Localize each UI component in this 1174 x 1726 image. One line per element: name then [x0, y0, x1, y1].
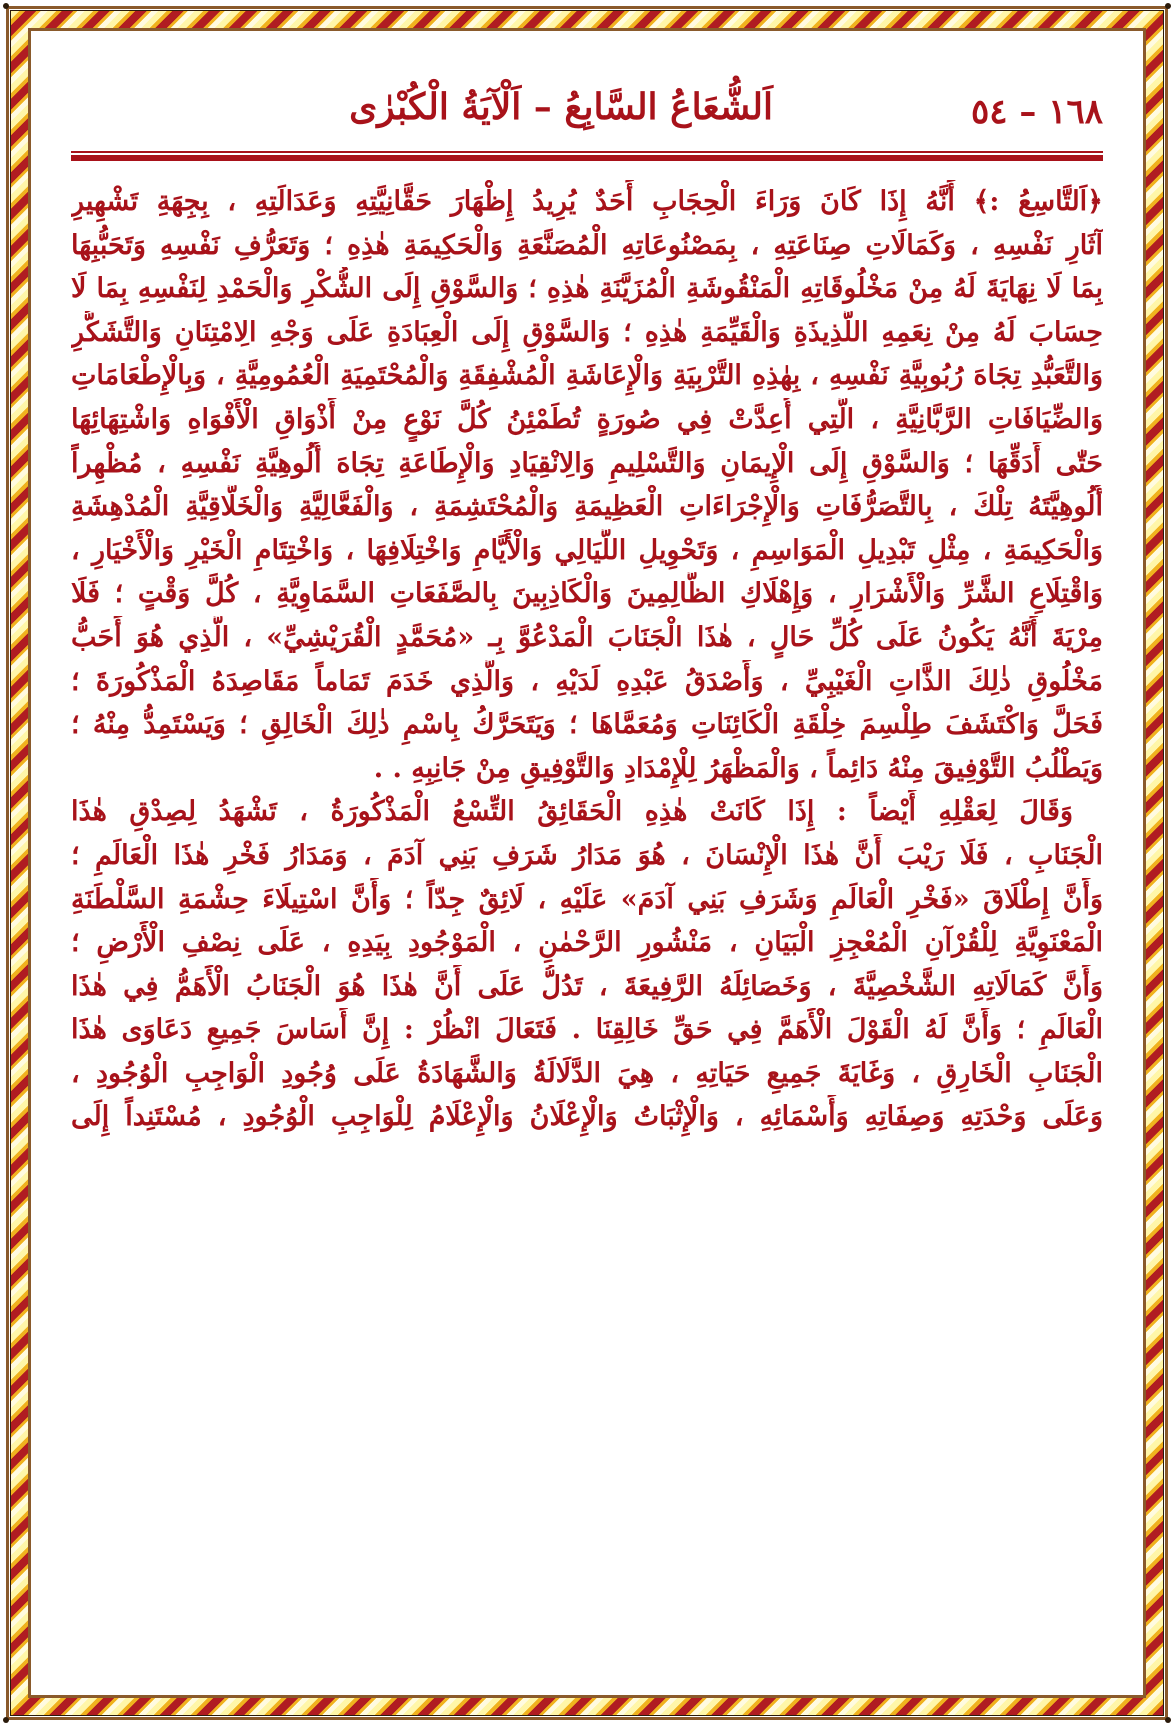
text-line: وَالْحَكِيمَةِ ، مِثْلِ تَبْدِيلِ الْمَوَاسِمِ ، وَتَحْوِيلِ اللَّيَالِي وَالْأَيَّامِ وَاخْتِلَافِهَا ، وَاخْتِتَامِ الْخَيْرِ وَالْأَخْيَارِ ،: [71, 534, 1103, 566]
text-line: حِسَابَ لَهُ مِنْ نِعَمِهِ اللَّذِيذَةِ وَالْقَيِّمَةِ هٰذِهِ ؛ وَالسَّوْقِ إِلَى الْعِبَادَةِ عَلَى وَجْهِ الِامْتِنَانِ وَالتَّشَكُّرِ: [71, 316, 1103, 348]
text-line: آثَارِ نَفْسِهِ ، وَكَمَالَاتِ صِنَاعَتِهِ ، بِمَصْنُوعَاتِهِ الْمُصَنَّعَةِ وَالْحَكِيمَةِ هٰذِهِ ؛ وَتَعَرُّفِ نَفْسِهِ وَتَحَبُّبِهَا: [71, 229, 1103, 261]
text-line: وَأَنَّ إِطْلَاقَ «فَخْرِ الْعَالَمِ وَشَرَفِ بَنِي آدَمَ» عَلَيْهِ ، لَائِقٌ جِدّاً ؛ وَأَنَّ اسْتِيلَاءَ حِشْمَةِ السَّلْطَنَةِ: [71, 883, 1103, 915]
text-line: الْجَنَابِ الْخَارِقِ ، وَغَايَةَ جَمِيعِ حَيَاتِهِ ، هِيَ الدَّلَالَةُ وَالشَّهَادَةُ عَلَى وُجُودِ الْوَاجِبِ الْوُجُودِ ،: [71, 1057, 1103, 1089]
paragraph-2: [71, 790, 1103, 1139]
text-line: وَالضِّيَافَاتِ الرَّبَّانِيَّةِ ، الَّتِي أُعِدَّتْ فِي صُورَةٍ تُطَمْئِنُ كُلَّ نَوْعٍ مِنْ أَذْوَاقِ الْأَفْوَاهِ وَاشْتِهَائِهَا: [71, 403, 1103, 435]
running-title: اَلشُّعَاعُ السَّابِعُ – اَلْآيَةُ الْكُبْرٰى: [349, 86, 773, 128]
header-rule-thick: [71, 155, 1103, 161]
text-line: أُلُوهِيَّتَهُ تِلْكَ ، بِالتَّصَرُّفَاتِ وَالْإِجْرَاءَاتِ الْعَظِيمَةِ وَالْمُحْتَشِمَةِ ، وَالْفَعَّالِيَّةِ وَالْخَلَّاقِيَّةِ الْمُدْهِشَةِ: [71, 491, 1103, 523]
text-line: ﴿اَلتَّاسِعُ :﴾ أَنَّهُ إِذَا كَانَ وَرَاءَ الْحِجَابِ أَحَدٌ يُرِيدُ إِظْهَارَ حَقَّانِيَّتِهِ وَعَدَالَتِهِ ، بِجِهَةِ تَشْهِيرِ: [71, 186, 1103, 217]
text-line: وَالتَّعَبُّدِ تِجَاهَ رُبُوبِيَّةِ نَفْسِهِ ، بِهٰذِهِ التَّرْبِيَةِ وَالْإِعَاشَةِ الْمُشْفِقَةِ وَالْمُحْتَمِيَةِ الْعُمُومِيَّةِ ، وَبِالْإِطْعَامَاتِ: [71, 360, 1103, 392]
page-number: ١٦٨ – ٥٤: [970, 92, 1103, 132]
corner-ornament-icon: [3, 1717, 9, 1723]
text-line: الْعَالَمِ ؛ وَأَنَّ لَهُ الْقَوْلَ الْأَهَمَّ فِي حَقِّ خَالِقِنَا . فَتَعَالَ انْظُرْ : إِنَّ أَسَاسَ جَمِيعِ دَعَاوَى هٰذَا: [71, 1014, 1103, 1046]
header-rule-thin: [71, 151, 1103, 153]
text-line: وَعَلَى وَحْدَتِهِ وَصِفَاتِهِ وَأَسْمَائِهِ ، وَالْإِثْبَاتُ وَالْإِعْلَانُ وَالْإِعْلَامُ لِلْوَاجِبِ الْوُجُودِ ، مُسْتَنِداً إِلَى: [71, 1101, 1103, 1133]
paragraph-1: [71, 180, 1103, 790]
text-line: مَخْلُوقِ ذٰلِكَ الذَّاتِ الْغَيْبِيِّ ، وَأَصْدَقُ عَبْدِهِ لَدَيْهِ ، وَالَّذِي خَدَمَ تَمَاماً مَقَاصِدَهُ الْمَذْكُورَةَ ؛: [71, 665, 1103, 697]
text-line: الْجَنَابِ ، فَلَا رَيْبَ أَنَّ هٰذَا الْإِنْسَانَ ، هُوَ مَدَارُ شَرَفِ بَنِي آدَمَ ، وَمَدَارُ فَخْرِ هٰذَا الْعَالَمِ ؛: [71, 839, 1103, 871]
text-line: وَيَطْلُبُ التَّوْفِيقَ مِنْهُ دَائِماً ، وَالْمَظْهَرُ لِلْإِمْدَادِ وَالتَّوْفِيقِ مِنْ جَانِبِهِ . .: [373, 752, 1103, 784]
page-body: [71, 180, 1103, 1139]
corner-ornament-icon: [3, 3, 9, 9]
text-line: مِرْيَةَ أَنَّهُ يَكُونُ عَلَى كُلِّ حَالٍ ، هٰذَا الْجَنَابَ الْمَدْعُوَّ بِـ «مُحَمَّدٍ الْقُرَيْشِيِّ» ، الَّذِي هُوَ أَحَبُّ: [71, 621, 1103, 653]
page-header: [71, 86, 1103, 142]
text-line: فَحَلَّ وَاكْتَشَفَ طِلْسِمَ خِلْقَةِ الْكَائِنَاتِ وَمُعَمَّاهَا ؛ وَيَتَحَرَّكُ بِاسْمِ ذٰلِكَ الْخَالِقِ ؛ وَيَسْتَمِدُّ مِنْهُ ؛: [71, 709, 1103, 741]
corner-ornament-icon: [1165, 3, 1171, 9]
text-line: بِمَا لَا نِهَايَةَ لَهُ مِنْ مَخْلُوقَاتِهِ الْمَنْقُوشَةِ الْمُزَيَّنَةِ هٰذِهِ ؛ وَالسَّوْقِ إِلَى الشُّكْرِ وَالْحَمْدِ لِنَفْسِهِ بِمَا لَا: [71, 273, 1103, 305]
text-line: وَاقْتِلَاعِ الشَّرِّ وَالْأَشْرَارِ ، وَإِهْلَاكِ الظَّالِمِينَ وَالْكَاذِبِينَ بِالصَّفَعَاتِ السَّمَاوِيَّةِ ، كُلَّ وَقْتٍ ؛ فَلَا: [71, 578, 1103, 610]
corner-ornament-icon: [1165, 1717, 1171, 1723]
text-line: الْمَعْنَوِيَّةِ لِلْقُرْآنِ الْمُعْجِزِ الْبَيَانِ ، مَنْشُورِ الرَّحْمٰنِ ، الْمَوْجُودِ بِيَدِهِ ، عَلَى نِصْفِ الْأَرْضِ ؛: [71, 927, 1103, 959]
text-line: وَأَنَّ كَمَالَاتِهِ الشَّخْصِيَّةَ ، وَخَصَائِلَهُ الرَّفِيعَةَ ، تَدُلُّ عَلَى أَنَّ هٰذَا هُوَ الْجَنَابُ الْأَهَمُّ فِي هٰذَا: [71, 970, 1103, 1002]
text-line: وَقَالَ لِعَقْلِهِ أَيْضاً : إِذَا كَانَتْ هٰذِهِ الْحَقَائِقُ التِّسْعُ الْمَذْكُورَةُ ، تَشْهَدُ لِصِدْقِ هٰذَا: [71, 796, 1073, 828]
text-line: حَتّٰى أَدَقِّهَا ؛ وَالسَّوْقِ إِلَى الْإِيمَانِ وَالتَّسْلِيمِ وَالِانْقِيَادِ وَالْإِطَاعَةِ تِجَاهَ أُلُوهِيَّةِ نَفْسِهِ ، مُظْهِراً: [71, 447, 1103, 479]
